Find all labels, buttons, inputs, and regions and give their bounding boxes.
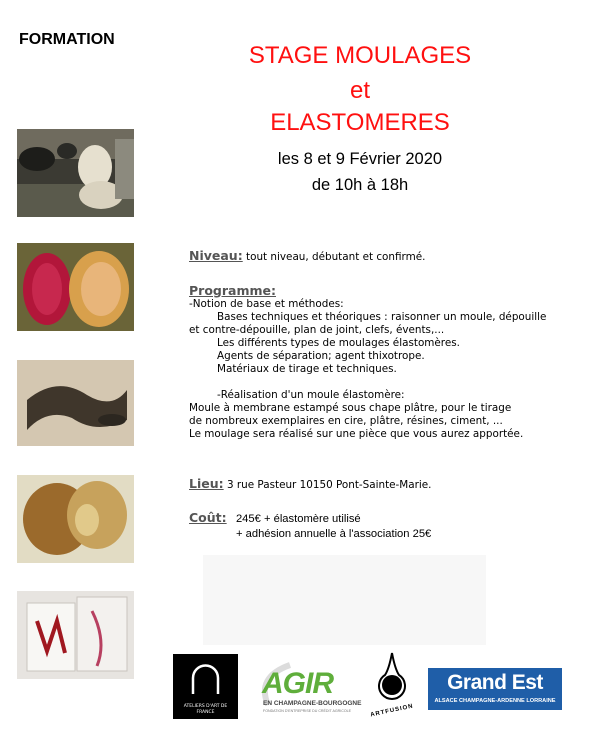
agir-small-text: FONDATION D'ENTREPRISE DU CRÉDIT AGRICOLE (263, 709, 352, 713)
photo-white-mold (17, 591, 134, 679)
programme-line: -Notion de base et méthodes: (189, 298, 344, 310)
agir-logo (250, 657, 360, 719)
ateliers-art-logo (173, 654, 238, 719)
programme-line: Agents de séparation; agent thixotrope. (217, 350, 425, 362)
artfusion-logo (369, 651, 415, 723)
cout-line-2: + adhésion annuelle à l'association 25€ (236, 528, 432, 540)
photo-clay-sculpture (17, 475, 134, 563)
ateliers-text: ATELIERS D'ART DE FRANCE (183, 704, 228, 715)
niveau-heading: Niveau: (189, 248, 243, 263)
grandest-logo (428, 668, 562, 710)
niveau-text: tout niveau, débutant et confirmé. (246, 251, 426, 263)
photo-red-face-mold (17, 243, 134, 331)
artfusion-text: ARTFUSION (369, 703, 415, 719)
programme-body (189, 298, 569, 441)
blank-area (203, 555, 486, 645)
photo-workshop-head (17, 129, 134, 217)
lieu-section (189, 477, 431, 492)
programme-line: Bases techniques et théoriques : raisonner un moule, dépouille (217, 311, 547, 323)
niveau-section (189, 249, 425, 264)
grandest-main-text: Grand Est (447, 671, 543, 694)
artfusion-drop-icon (369, 651, 415, 703)
programme-line: Moule à membrane estampé sous chape plâtre, pour le tirage (189, 402, 512, 414)
programme-line: Les différents types de moulages élastomères. (217, 337, 460, 349)
agir-sub-text: EN CHAMPAGNE-BOURGOGNE (263, 700, 362, 707)
agir-main-text: AGIR (262, 667, 333, 700)
programme-line: et contre-dépouille, plan de joint, clefs, évents,... (189, 324, 445, 336)
programme-line: Matériaux de tirage et techniques. (217, 363, 397, 375)
grandest-sub-text: ALSACE CHAMPAGNE-ARDENNE LORRAINE (434, 698, 556, 704)
title-line-3: ELASTOMERES (270, 109, 450, 136)
cout-line-1: 245€ + élastomère utilisé (235, 513, 361, 525)
date-line: les 8 et 9 Février 2020 (277, 150, 443, 168)
ateliers-arch-icon (173, 654, 238, 704)
programme-heading: Programme: (189, 283, 276, 298)
header-formation: FORMATION (19, 31, 115, 48)
photo-dark-mold (17, 360, 134, 446)
programme-line: Le moulage sera réalisé sur une pièce que vous aurez apportée. (189, 428, 524, 440)
title-line-1: STAGE MOULAGES (248, 42, 472, 69)
cout-section (189, 511, 361, 526)
programme-line: -Réalisation d'un moule élastomère: (217, 389, 405, 401)
lieu-text: 3 rue Pasteur 10150 Pont-Sainte-Marie. (226, 479, 432, 491)
cout-heading: Coût: (189, 510, 227, 525)
lieu-heading: Lieu: (189, 476, 224, 491)
title-line-2: et (349, 77, 370, 104)
time-line: de 10h à 18h (311, 176, 409, 194)
programme-line: de nombreux exemplaires en cire, plâtre, résines, ciment, ... (189, 415, 503, 427)
